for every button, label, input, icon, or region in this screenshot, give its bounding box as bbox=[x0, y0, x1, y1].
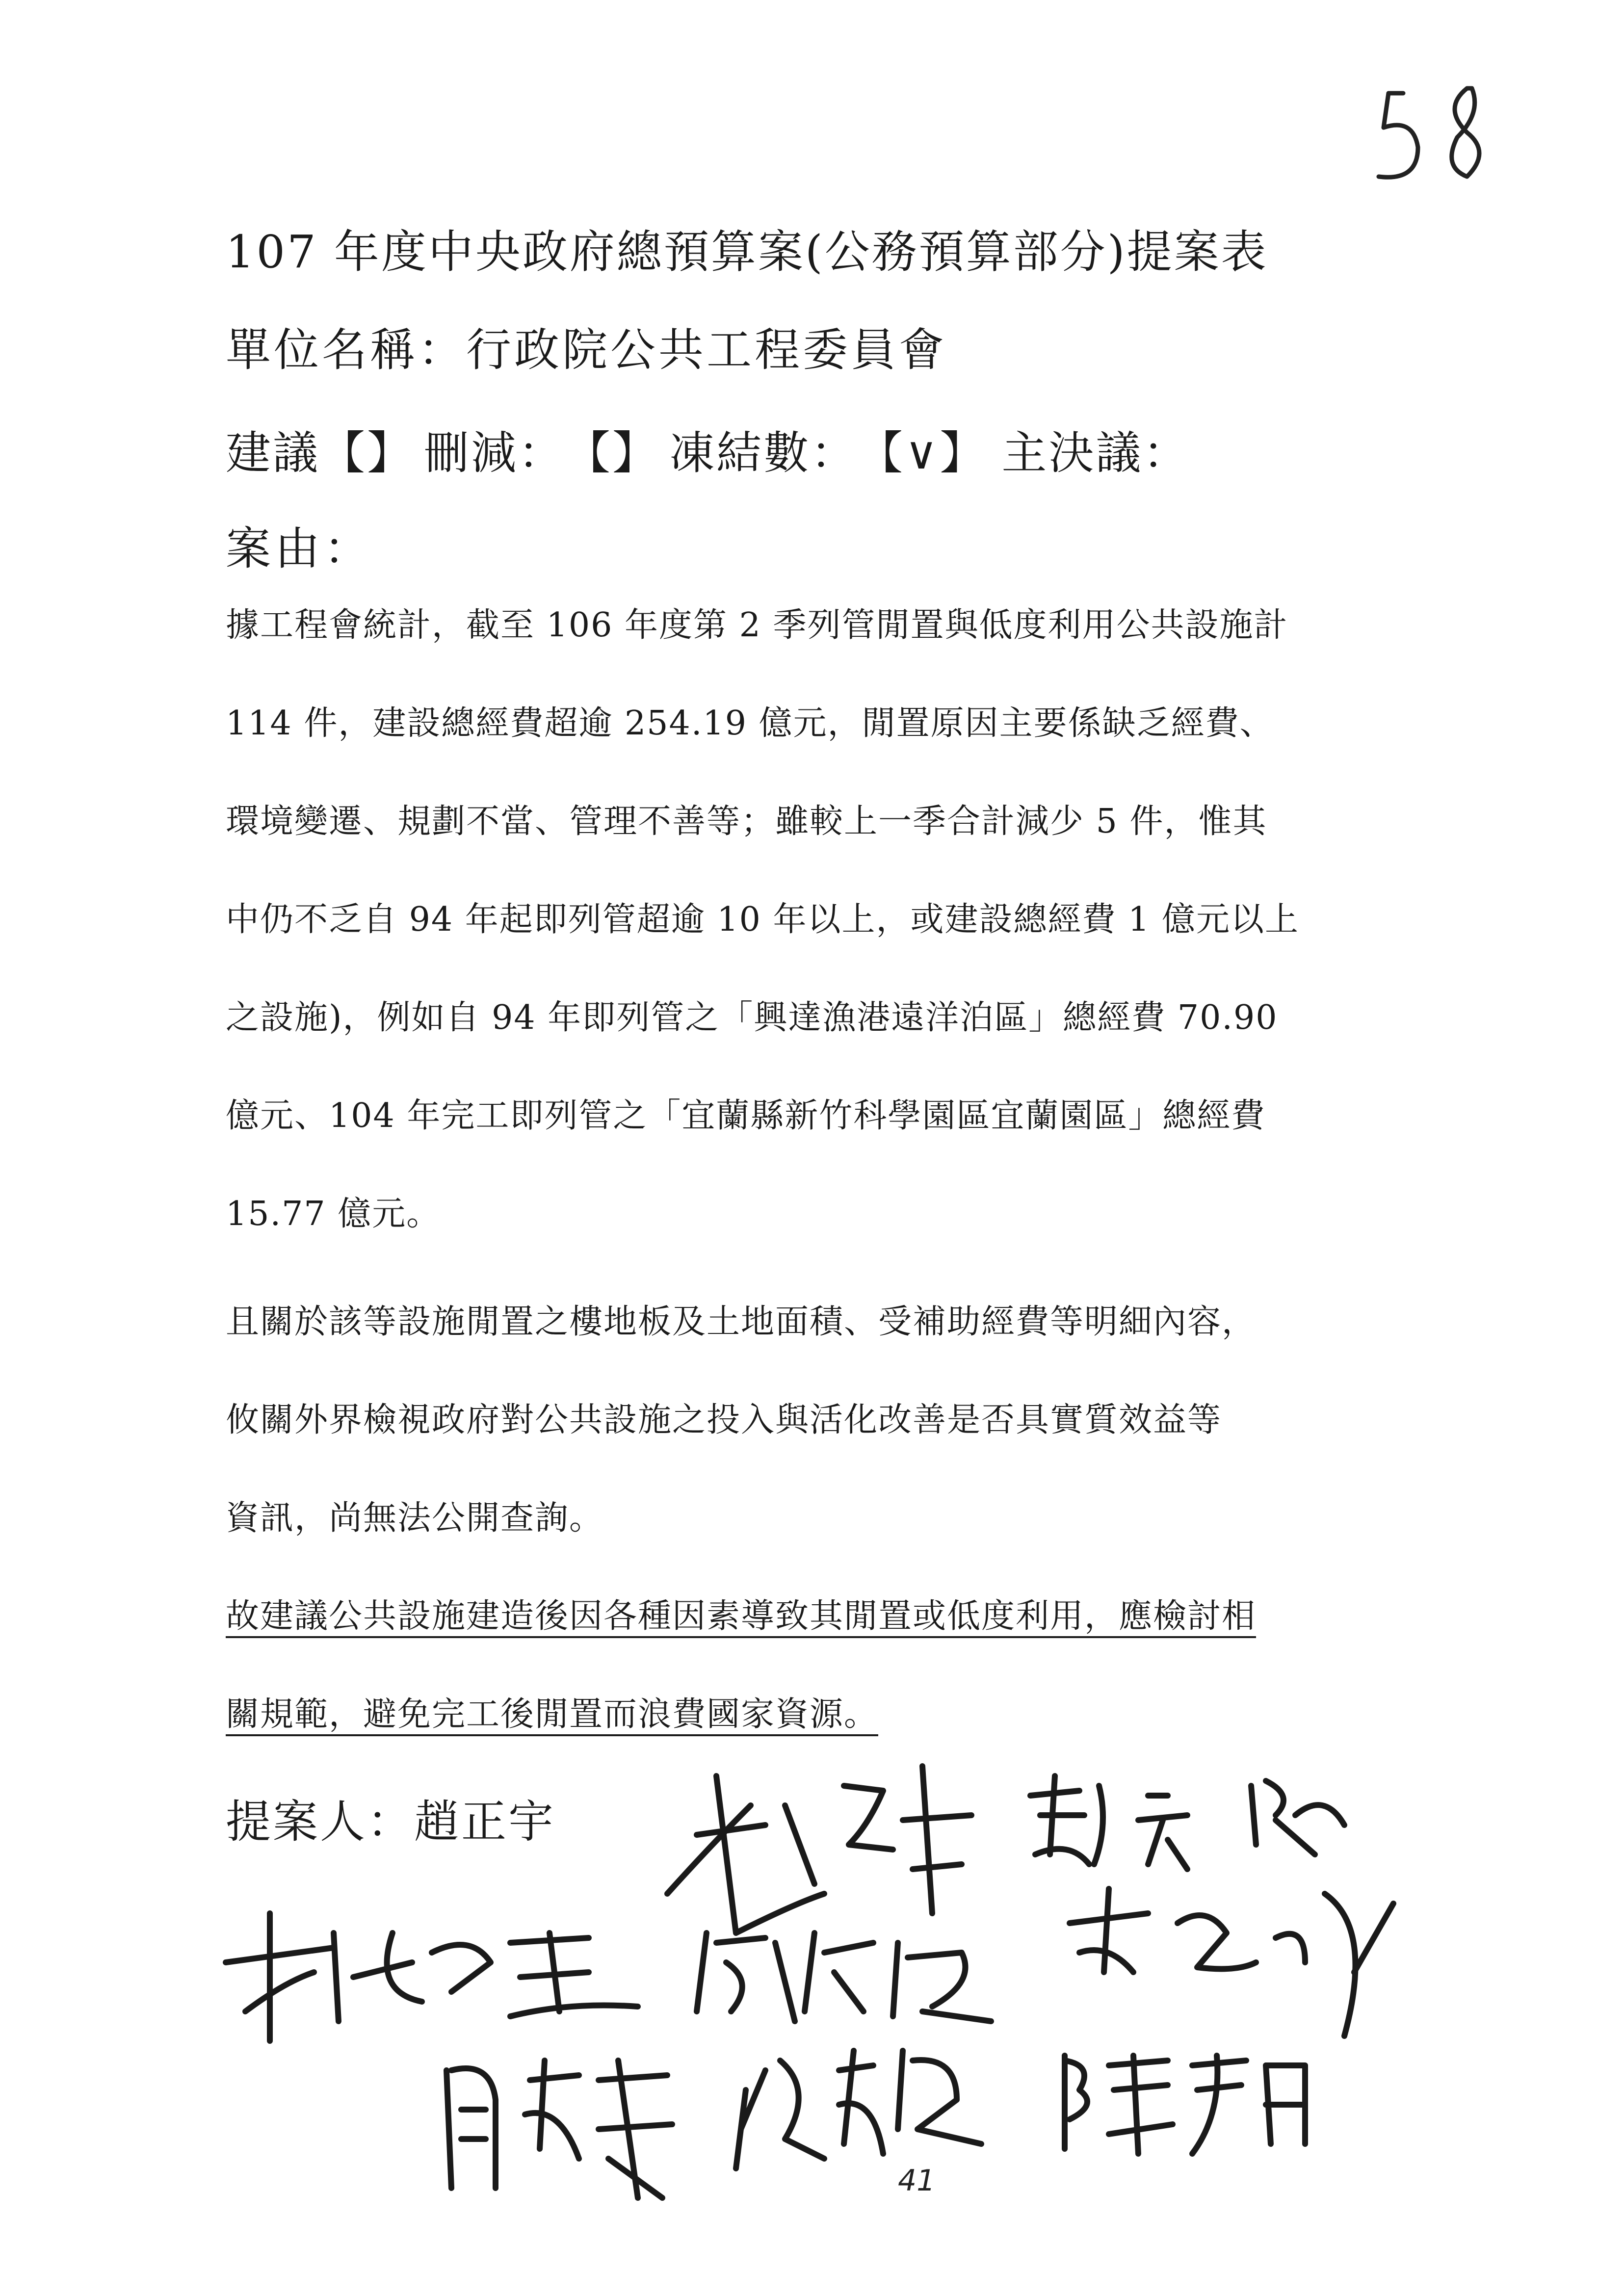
signature-li-kunze bbox=[1050, 1874, 1403, 2041]
proposal-type-line bbox=[226, 417, 1190, 482]
resolution-label: 主決議： bbox=[1001, 427, 1190, 479]
paragraph-1 bbox=[226, 599, 1388, 1285]
unit-line bbox=[226, 314, 947, 379]
page-title: 107 年度中央政府總預算案(公務預算部分)提案表 bbox=[226, 226, 1268, 278]
cut-label: 刪減： bbox=[424, 427, 566, 479]
paragraph-line: 故建議公共設施建造後因各種因素導致其閒置或低度利用，應檢討相 bbox=[226, 1597, 1257, 1636]
paragraph-line: 資訊，尚無法公開查詢。 bbox=[226, 1499, 604, 1538]
signature-chen-suyue bbox=[1050, 2036, 1325, 2164]
unit-label: 單位名稱： bbox=[226, 324, 467, 376]
suggest-checkbox: 【】 bbox=[320, 427, 415, 479]
signature-zhong-jiabin bbox=[687, 1913, 1006, 2036]
handwritten-page-number bbox=[1369, 59, 1516, 206]
suggest-label: 建議 bbox=[226, 427, 320, 479]
paragraph-line: 據工程會統計，截至 106 年度第 2 季列管閒置與低度利用公共設施計 bbox=[226, 606, 1288, 645]
case-label: 案由： bbox=[226, 522, 373, 575]
freeze-label: 凍結數： bbox=[669, 427, 858, 479]
proposer-name: 趙正宇 bbox=[414, 1796, 556, 1848]
paragraph-line: 億元、104 年完工即列管之「宜蘭縣新竹科學園區宜蘭園區」總經費 bbox=[226, 1096, 1266, 1135]
paragraph-line: 之設施)，例如自 94 年即列管之「興達漁港遠洋泊區」總經費 70.90 bbox=[226, 998, 1278, 1037]
signature-lin-junxian bbox=[216, 1904, 657, 2051]
paragraph-line: 114 件，建設總經費超逾 254.19 億元，閒置原因主要係缺乏經費、 bbox=[226, 704, 1274, 743]
paragraph-line: 關規範，避免完工後閒置而浪費國家資源。 bbox=[226, 1695, 879, 1734]
paragraph-line: 且關於該等設施閒置之樓地板及土地面積、受補助經費等明細內容， bbox=[226, 1303, 1257, 1341]
cut-checkbox: 【】 bbox=[565, 427, 660, 479]
bottom-handwritten-note: 41 bbox=[898, 2164, 936, 2198]
unit-name: 行政院公共工程委員會 bbox=[466, 324, 947, 376]
proposer-line bbox=[226, 1786, 555, 1851]
proposer-label: 提案人： bbox=[226, 1796, 415, 1848]
paragraph-2 bbox=[226, 1295, 1388, 1590]
paragraph-line: 15.77 億元。 bbox=[226, 1195, 441, 1233]
paragraph-line: 環境變遷、規劃不當、管理不善等；雖較上一季合計減少 5 件，惟其 bbox=[226, 802, 1267, 841]
paragraph-line: 中仍不乏自 94 年起即列管超逾 10 年以上，或建設總經費 1 億元以上 bbox=[226, 900, 1300, 939]
signature-zhou-chunmi bbox=[432, 2041, 687, 2208]
signature-hong-zongyi bbox=[726, 2031, 1001, 2178]
freeze-checkbox: 【∨】 bbox=[858, 427, 987, 479]
paragraph-line: 攸關外界檢視政府對公共設施之投入與活化改善是否具實質效益等 bbox=[226, 1401, 1222, 1439]
